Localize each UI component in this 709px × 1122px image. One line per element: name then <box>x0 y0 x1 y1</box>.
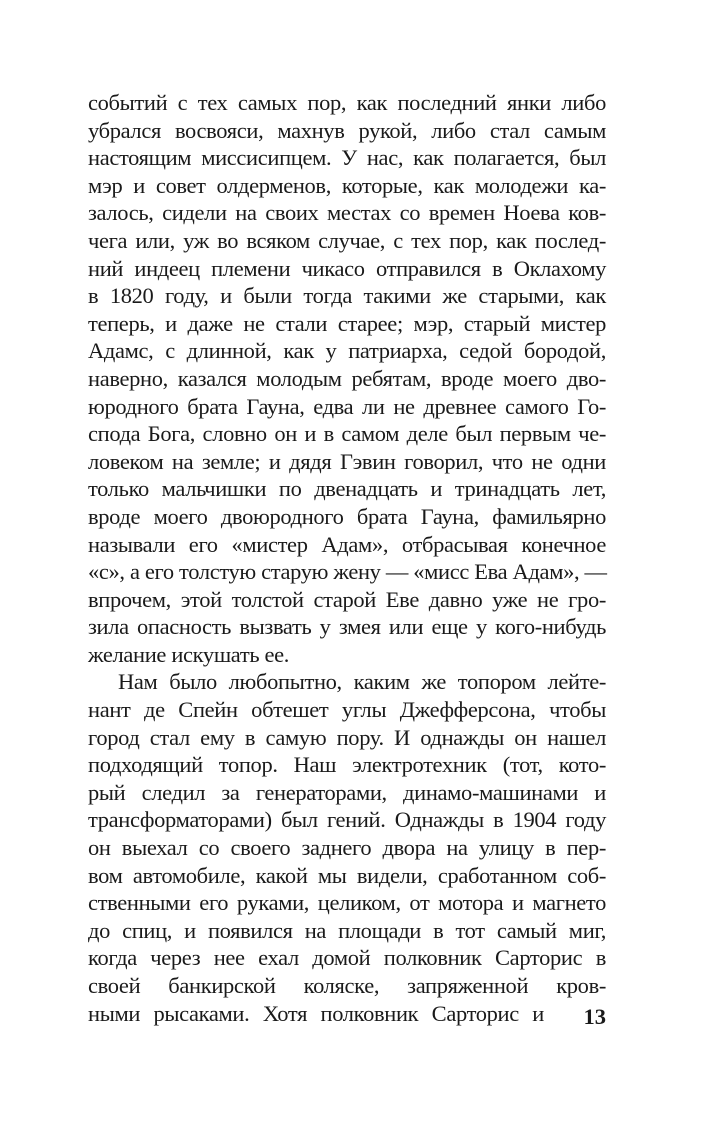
text-line: трансформаторами) был гений. Однажды в 1904 году <box>88 807 606 833</box>
text-line: город стал ему в самую пору. И однажды он нашел <box>88 724 606 750</box>
text-line: вроде моего двоюродного брата Гауна, фамильярно <box>88 503 606 529</box>
text-line: настоящим миссисипцем. У нас, как полагается, был <box>88 145 606 171</box>
text-line: «с», а его толстую старую жену — «мисс Ева Адам», — <box>88 559 607 585</box>
text-line: вом автомобиле, какой мы видели, сработанном соб- <box>88 862 606 888</box>
text-line: в 1820 году, и были тогда такими же старыми, как <box>88 283 606 309</box>
text-line: он выехал со своего заднего двора на улицу в пер- <box>88 835 606 861</box>
text-line: зила опасность вызвать у змея или еще у кого-нибудь <box>88 614 606 640</box>
text-line: до спиц, и появился на площади в тот самый миг, <box>88 917 606 943</box>
text-line: когда через нее ехал домой полковник Сарторис в <box>88 945 606 971</box>
page-number: 13 <box>583 1004 606 1029</box>
text-line: Адамс, с длинной, как у патриарха, седой бородой, <box>88 338 606 364</box>
text-line: ными рысаками. Хотя полковник Сарторис и <box>88 1000 544 1026</box>
text-line: своей банкирской коляске, запряженной кров- <box>88 973 606 998</box>
text-line: подходящий топор. Наш электротехник (тот, кото- <box>88 752 606 778</box>
text-line: залось, сидели на своих местах со времен Ноева ков- <box>88 200 606 226</box>
text-line: ловеком на земле; и дядя Гэвин говорил, что не одни <box>88 448 606 474</box>
text-line: Нам было любопытно, каким же топором лейте- <box>118 669 606 695</box>
text-line: теперь, и даже не стали старее; мэр, старый мистер <box>88 310 606 336</box>
text-line: убрался восвояси, махнув рукой, либо стал самым <box>88 117 606 143</box>
text-line: называли его «мистер Адам», отбрасывая конечное <box>88 531 606 557</box>
text-line: только мальчишки по двенадцать и тринадцать лет, <box>88 476 606 502</box>
paragraph-1 <box>88 89 606 668</box>
text-line: юродного брата Гауна, едва ли не древнее самого Го- <box>88 393 606 419</box>
text-line: наверно, казался молодым ребятам, вроде моего дво- <box>88 365 606 391</box>
text-line: спода Бога, словно он и в самом деле был первым че- <box>88 421 606 447</box>
text-line: ний индеец племени чикасо отправился в Оклахому <box>88 255 606 281</box>
text-line: чега или, уж во всяком случае, с тех пор, как послед- <box>88 227 606 253</box>
body-text <box>88 89 606 1027</box>
text-line: событий с тех самых пор, как последний янки либо <box>88 90 606 115</box>
text-line: рый следил за генераторами, динамо-машинами и <box>88 779 606 805</box>
text-line: впрочем, этой толстой старой Еве давно уже не гро- <box>88 586 606 612</box>
text-line: нант де Спейн обтешет углы Джефферсона, чтобы <box>88 697 606 723</box>
text-line: мэр и совет олдерменов, которые, как молодежи ка- <box>88 172 606 198</box>
text-line: желание искушать ее. <box>88 641 290 667</box>
paragraph-2 <box>88 668 606 1027</box>
text-line: ственными его руками, целиком, от мотора и магнето <box>88 890 606 916</box>
